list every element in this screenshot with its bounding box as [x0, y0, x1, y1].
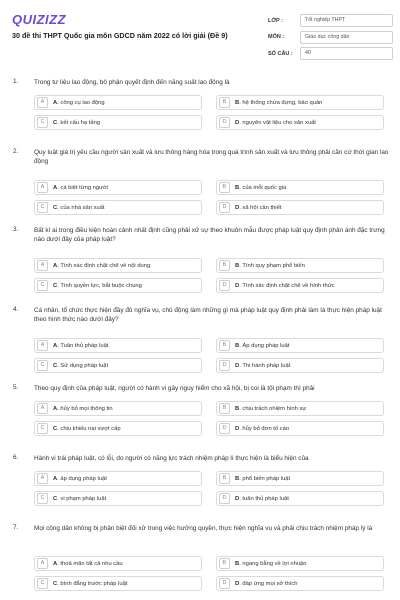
answer-option-c[interactable]: [34, 278, 202, 293]
option-label: Thi hành pháp luật: [242, 362, 291, 369]
answer-option-c[interactable]: [34, 576, 202, 591]
lop-label: LỚP :: [268, 17, 283, 24]
question-number: 4.: [13, 306, 19, 313]
option-text: B. Áp dụng pháp luật: [235, 342, 290, 349]
option-letter-badge: D: [219, 117, 230, 128]
question-text: Quy luật giá trị yêu cầu người sản xuất và lưu thông hàng hóa trong quá trình sản xuất và lưu thông phải căn cứ thời gian lao động: [34, 149, 389, 165]
answer-option-b[interactable]: [216, 258, 384, 273]
option-text: C. Tính quyền lực, bắt buộc chung: [53, 282, 142, 289]
option-letter-bold: C: [53, 362, 58, 369]
option-letter-bold: C: [53, 425, 58, 432]
answer-option-d[interactable]: [216, 278, 384, 293]
answer-option-b[interactable]: [216, 471, 384, 486]
option-label: của mỗi quốc gia: [242, 184, 287, 191]
option-label: ngang bằng về lợi nhuận: [242, 560, 307, 567]
option-letter-badge: B: [219, 403, 230, 414]
question-number: 1.: [13, 78, 19, 85]
option-letter-bold: D: [235, 580, 240, 587]
option-label: Tính xác định chặt chẽ về nội dung: [60, 262, 151, 269]
option-text: C. kết cấu hạ tầng: [53, 119, 101, 126]
option-text: B. hệ thống chứa đựng, bảo quản: [235, 99, 323, 106]
option-letter-badge: B: [219, 473, 230, 484]
option-text: A. Tuân thủ pháp luật: [53, 342, 109, 349]
option-letter-bold: A: [53, 475, 58, 482]
option-letter-bold: B: [235, 262, 240, 269]
option-label: bình đẳng trước pháp luật: [60, 580, 128, 587]
option-letter-badge: C: [37, 117, 48, 128]
option-text: C. vi phạm pháp luật: [53, 495, 107, 502]
option-letter-bold: D: [235, 204, 240, 211]
option-text: C. bình đẳng trước pháp luật: [53, 580, 128, 587]
option-letter-bold: B: [235, 342, 240, 349]
option-letter-bold: A: [53, 99, 58, 106]
worksheet-meta: [268, 13, 393, 63]
option-letter-badge: B: [219, 340, 230, 351]
answer-option-a[interactable]: [34, 338, 202, 353]
option-letter-badge: C: [37, 280, 48, 291]
option-text: D. nguyên vật liệu cho sản xuất: [235, 119, 316, 126]
lop-value: Tốt nghiệp THPT: [300, 14, 393, 27]
answer-option-a[interactable]: [34, 258, 202, 273]
option-letter-bold: D: [235, 119, 240, 126]
answer-option-c[interactable]: [34, 421, 202, 436]
option-letter-badge: D: [219, 578, 230, 589]
meta-row-lop: [268, 13, 393, 28]
option-letter-bold: B: [235, 475, 240, 482]
option-letter-bold: B: [235, 184, 240, 191]
option-letter-badge: C: [37, 202, 48, 213]
option-letter-badge: D: [219, 280, 230, 291]
question-number: 7.: [13, 524, 19, 531]
option-letter-bold: A: [53, 184, 58, 191]
option-text: D. đáp ứng mọi sở thích: [235, 580, 298, 587]
option-text: B. chịu trách nhiệm hình sự: [235, 405, 307, 412]
option-text: A. thoả mãn tất cả nhu cầu: [53, 560, 123, 567]
option-label: phổ biến pháp luật: [242, 475, 291, 482]
option-label: nguyên vật liệu cho sản xuất: [242, 119, 316, 126]
question-text: Theo quy định của pháp luật, người có hành vi gây nguy hiểm cho xã hội, bị coi là tội phạm thì phải: [34, 385, 315, 392]
option-letter-badge: B: [219, 182, 230, 193]
option-label: chịu khiếu nại vượt cấp: [60, 425, 121, 432]
quizizz-logo: QUIZIZZ: [12, 12, 67, 27]
option-letter-badge: B: [219, 558, 230, 569]
answer-option-b[interactable]: [216, 556, 384, 571]
answer-option-c[interactable]: [34, 358, 202, 373]
option-letter-badge: B: [219, 97, 230, 108]
option-label: tuân thủ pháp luật: [242, 495, 289, 502]
answer-option-a[interactable]: [34, 95, 202, 110]
option-letter-bold: D: [235, 362, 240, 369]
option-letter-badge: A: [37, 97, 48, 108]
option-letter-badge: D: [219, 202, 230, 213]
option-text: A. Tính xác định chặt chẽ về nội dung: [53, 262, 151, 269]
option-text: D. Tính xác định chặt chẽ về hình thức: [235, 282, 335, 289]
meta-row-mon: [268, 30, 393, 45]
option-letter-bold: A: [53, 405, 58, 412]
option-label: Áp dụng pháp luật: [242, 342, 290, 349]
question-text: Hành vi trái pháp luật, có lỗi, do người có năng lực trách nhiệm pháp lí thực hiện là biểu hiện của: [34, 455, 309, 462]
question-text: Trong tư liệu lao động, bộ phận quyết định đến năng suất lao động là: [34, 79, 230, 86]
option-text: A. cá biệt từng người: [53, 184, 109, 191]
option-letter-bold: C: [53, 119, 58, 126]
option-letter-bold: D: [235, 282, 240, 289]
option-text: C. chịu khiếu nại vượt cấp: [53, 425, 121, 432]
option-text: B. Tính quy phạm phổ biến: [235, 262, 305, 269]
option-text: B. của mỗi quốc gia: [235, 184, 287, 191]
option-text: D. hủy bỏ đơn tố cáo: [235, 425, 290, 432]
option-letter-badge: C: [37, 578, 48, 589]
answer-option-a[interactable]: [34, 556, 202, 571]
worksheet-title: 30 đề thi THPT Quốc gia môn GDCD năm 2022 có lời giải (Đề 9): [12, 31, 228, 40]
option-label: hệ thống chứa đựng, bảo quản: [242, 99, 323, 106]
option-label: vi phạm pháp luật: [60, 495, 107, 502]
option-text: B. phổ biến pháp luật: [235, 475, 291, 482]
option-label: xã hội cần thiết: [242, 204, 282, 211]
option-label: áp dụng pháp luật: [60, 475, 107, 482]
option-text: A. công cụ lao động: [53, 99, 105, 106]
option-letter-badge: D: [219, 493, 230, 504]
answer-option-d[interactable]: [216, 200, 384, 215]
question-text: Cá nhân, tổ chức thực hiện đầy đủ nghĩa vụ, chủ động làm những gì mà pháp luật quy định phải làm là thực hiện pháp luật theo hình thức nào dưới đây?: [34, 307, 382, 323]
option-label: đáp ứng mọi sở thích: [242, 580, 298, 587]
option-label: Tính quyền lực, bắt buộc chung: [60, 282, 142, 289]
answer-option-b[interactable]: [216, 180, 384, 195]
answer-option-b[interactable]: [216, 338, 384, 353]
option-letter-bold: D: [235, 425, 240, 432]
answer-option-c[interactable]: [34, 491, 202, 506]
option-label: Sử dụng pháp luật: [60, 362, 109, 369]
mon-value: Giáo dục công dân: [300, 31, 393, 44]
socau-value: 40: [300, 47, 393, 60]
question-number: 6.: [13, 454, 19, 461]
option-letter-badge: D: [219, 423, 230, 434]
option-letter-bold: C: [53, 580, 58, 587]
meta-row-socau: [268, 46, 393, 61]
answer-option-c[interactable]: [34, 200, 202, 215]
option-letter-badge: A: [37, 473, 48, 484]
option-letter-badge: C: [37, 423, 48, 434]
answer-option-b[interactable]: [216, 401, 384, 416]
option-letter-badge: A: [37, 340, 48, 351]
option-text: A. áp dụng pháp luật: [53, 475, 107, 482]
answer-option-d[interactable]: [216, 576, 384, 591]
option-label: công cụ lao động: [60, 99, 105, 106]
answer-option-c[interactable]: [34, 115, 202, 130]
option-text: D. xã hội cần thiết: [235, 204, 282, 211]
option-letter-bold: D: [235, 495, 240, 502]
option-text: D. Thi hành pháp luật: [235, 362, 291, 369]
option-letter-badge: D: [219, 360, 230, 371]
option-letter-bold: A: [53, 262, 58, 269]
option-text: C. Sử dụng pháp luật: [53, 362, 109, 369]
mon-label: MÔN :: [268, 34, 285, 40]
option-letter-badge: C: [37, 360, 48, 371]
option-letter-badge: A: [37, 403, 48, 414]
option-label: chịu trách nhiệm hình sự: [242, 405, 307, 412]
option-letter-bold: B: [235, 560, 240, 567]
option-letter-badge: C: [37, 493, 48, 504]
option-letter-badge: A: [37, 260, 48, 271]
option-letter-badge: A: [37, 182, 48, 193]
question-text: Mọi công dân không bị phân biệt đối xử trong việc hưởng quyền, thực hiện nghĩa vụ và phải chịu trách nhiệm pháp lý là: [34, 525, 373, 532]
option-label: Tính xác định chặt chẽ về hình thức: [242, 282, 335, 289]
option-text: D. tuân thủ pháp luật: [235, 495, 289, 502]
option-letter-bold: C: [53, 282, 58, 289]
option-label: cá biệt từng người: [60, 184, 109, 191]
option-text: B. ngang bằng về lợi nhuận: [235, 560, 307, 567]
answer-option-a[interactable]: [34, 180, 202, 195]
option-letter-bold: B: [235, 99, 240, 106]
option-text: C. của nhà sản xuất: [53, 204, 105, 211]
option-letter-bold: B: [235, 405, 240, 412]
option-letter-bold: A: [53, 342, 58, 349]
option-letter-bold: C: [53, 495, 58, 502]
option-letter-badge: A: [37, 558, 48, 569]
question-number: 3.: [13, 226, 19, 233]
answer-option-a[interactable]: [34, 401, 202, 416]
option-letter-bold: A: [53, 560, 58, 567]
option-label: kết cấu hạ tầng: [60, 119, 101, 126]
worksheet-header: [0, 0, 400, 68]
question-text: Bất kì ai trong điều kiện hoàn cảnh nhất định cũng phải xử sự theo khuôn mẫu được pháp luật quy định phản ánh đặc trưng nào dưới đây của pháp luật?: [34, 227, 385, 243]
answer-option-d[interactable]: [216, 491, 384, 506]
option-label: Tính quy phạm phổ biến: [242, 262, 305, 269]
option-label: hủy bỏ mọi thông tin: [60, 405, 113, 412]
option-label: Tuân thủ pháp luật: [60, 342, 109, 349]
socau-label: SỐ CÂU :: [268, 50, 293, 57]
option-letter-badge: B: [219, 260, 230, 271]
option-label: hủy bỏ đơn tố cáo: [242, 425, 290, 432]
answer-option-b[interactable]: [216, 95, 384, 110]
option-letter-bold: C: [53, 204, 58, 211]
question-number: 5.: [13, 384, 19, 391]
answer-option-d[interactable]: [216, 358, 384, 373]
answer-option-d[interactable]: [216, 421, 384, 436]
option-label: thoả mãn tất cả nhu cầu: [60, 560, 123, 567]
option-text: A. hủy bỏ mọi thông tin: [53, 405, 113, 412]
question-number: 2.: [13, 148, 19, 155]
option-label: của nhà sản xuất: [60, 204, 105, 211]
answer-option-a[interactable]: [34, 471, 202, 486]
answer-option-d[interactable]: [216, 115, 384, 130]
